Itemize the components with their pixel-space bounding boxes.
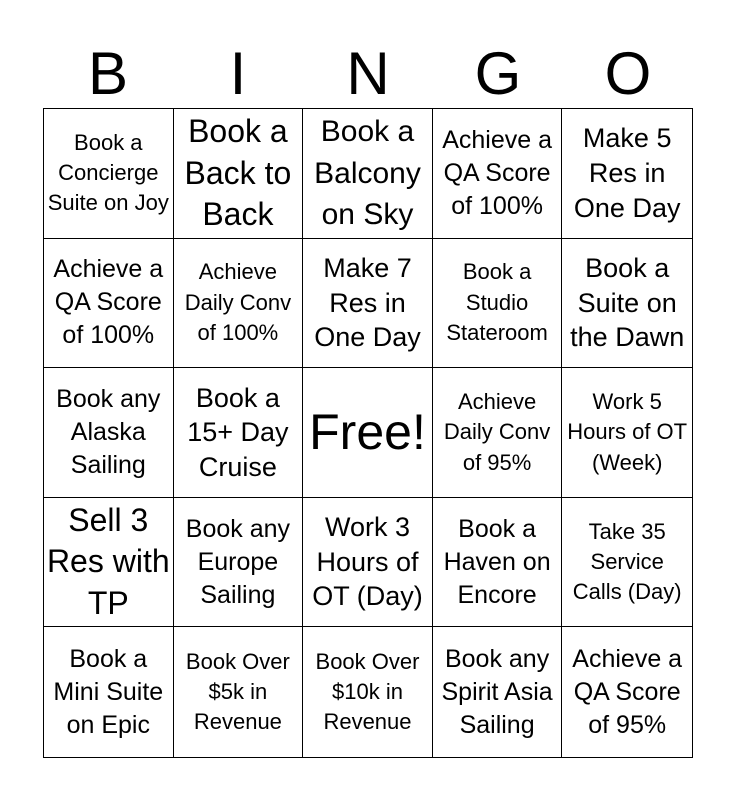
cell-text: Book a Suite on the Dawn xyxy=(570,253,685,353)
bingo-cell-r4c3[interactable] xyxy=(303,498,433,628)
header-letter-b: B xyxy=(87,40,129,107)
bingo-cell-r3c2[interactable] xyxy=(174,368,304,498)
cell-text: Work 3 Hours of OT (Day) xyxy=(312,512,423,612)
bingo-cell-free[interactable] xyxy=(303,368,433,498)
cell-text: Work 5 Hours of OT (Week) xyxy=(567,388,688,475)
bingo-cell-r5c2[interactable] xyxy=(174,627,304,757)
bingo-cell-r2c4[interactable] xyxy=(433,239,563,369)
bingo-cell-r1c1[interactable] xyxy=(44,109,174,239)
cell-text: Achieve Daily Conv of 95% xyxy=(443,388,551,475)
bingo-cell-r5c4[interactable] xyxy=(433,627,563,757)
bingo-cell-r1c3[interactable] xyxy=(303,109,433,239)
bingo-cell-r4c1[interactable] xyxy=(44,498,174,628)
bingo-header xyxy=(43,40,693,108)
bingo-cell-r1c2[interactable] xyxy=(174,109,304,239)
cell-text: Book a Studio Stateroom xyxy=(446,259,548,346)
cell-text: Book a Mini Suite on Epic xyxy=(53,644,164,739)
cell-text: Sell 3 Res with TP xyxy=(46,501,170,621)
header-letter-i: I xyxy=(229,40,247,107)
bingo-cell-r1c5[interactable] xyxy=(562,109,692,239)
bingo-cell-r5c5[interactable] xyxy=(562,627,692,757)
cell-text: Make 7 Res in One Day xyxy=(314,253,421,353)
bingo-cell-r5c3[interactable] xyxy=(303,627,433,757)
cell-text: Book Over $10k in Revenue xyxy=(315,648,420,735)
header-letter-o: O xyxy=(604,40,652,107)
bingo-cell-r3c4[interactable] xyxy=(433,368,563,498)
cell-text: Achieve Daily Conv of 100% xyxy=(184,259,292,346)
cell-text: Book a Concierge Suite on Joy xyxy=(47,129,169,216)
bingo-cell-r3c5[interactable] xyxy=(562,368,692,498)
bingo-board xyxy=(43,108,693,758)
cell-text: Book a Balcony on Sky xyxy=(314,115,421,231)
cell-text: Make 5 Res in One Day xyxy=(573,123,681,223)
cell-text: Book any Spirit Asia Sailing xyxy=(441,644,553,739)
cell-text: Book a Haven on Encore xyxy=(443,514,551,609)
header-letter-g: G xyxy=(474,40,522,107)
cell-text: Book any Alaska Sailing xyxy=(56,384,161,479)
bingo-cell-r4c4[interactable] xyxy=(433,498,563,628)
cell-text: Book any Europe Sailing xyxy=(185,514,291,609)
cell-text: Book Over $5k in Revenue xyxy=(185,648,290,735)
cell-text: Book a 15+ Day Cruise xyxy=(187,382,289,482)
header-letter-n: N xyxy=(346,40,390,107)
cell-text: Achieve a QA Score of 100% xyxy=(53,255,164,350)
bingo-cell-r2c2[interactable] xyxy=(174,239,304,369)
bingo-cell-r2c3[interactable] xyxy=(303,239,433,369)
bingo-cell-r3c1[interactable] xyxy=(44,368,174,498)
bingo-cell-r1c4[interactable] xyxy=(433,109,563,239)
bingo-cell-r5c1[interactable] xyxy=(44,627,174,757)
bingo-cell-r4c5[interactable] xyxy=(562,498,692,628)
bingo-cell-r2c5[interactable] xyxy=(562,239,692,369)
bingo-cell-r2c1[interactable] xyxy=(44,239,174,369)
free-space-text: Free! xyxy=(309,404,426,461)
cell-text: Take 35 Service Calls (Day) xyxy=(572,518,682,605)
cell-text: Book a Back to Back xyxy=(184,112,292,233)
cell-text: Achieve a QA Score of 100% xyxy=(442,125,552,220)
bingo-cell-r4c2[interactable] xyxy=(174,498,304,628)
cell-text: Achieve a QA Score of 95% xyxy=(572,644,683,739)
